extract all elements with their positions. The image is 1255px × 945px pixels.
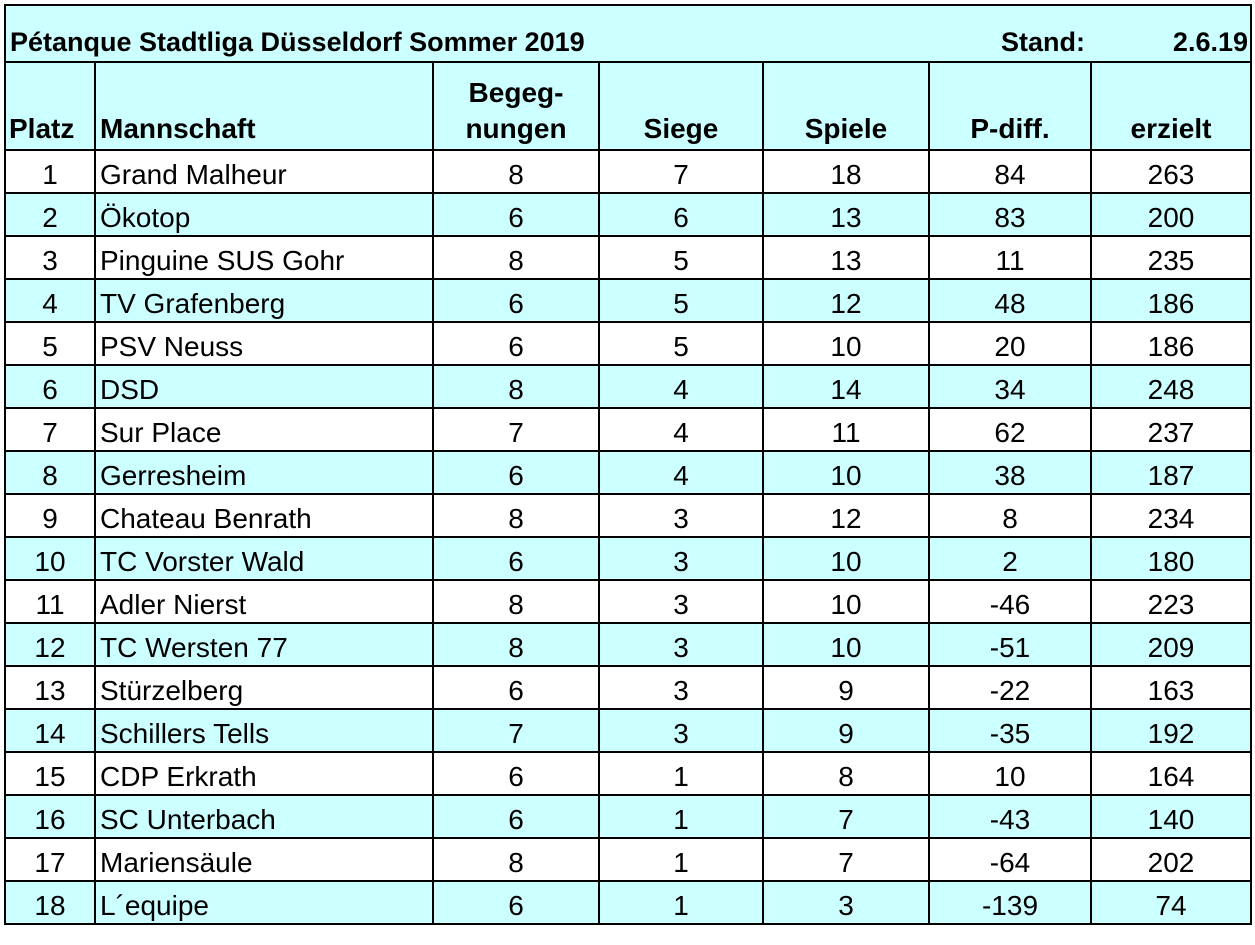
cell-siege: 3 bbox=[599, 709, 763, 752]
cell-mannschaft: TC Wersten 77 bbox=[95, 623, 433, 666]
cell-begegnungen: 8 bbox=[433, 150, 599, 193]
cell-siege: 3 bbox=[599, 494, 763, 537]
cell-erzielt: 234 bbox=[1091, 494, 1251, 537]
cell-mannschaft: Schillers Tells bbox=[95, 709, 433, 752]
cell-erzielt: 163 bbox=[1091, 666, 1251, 709]
cell-mannschaft: TV Grafenberg bbox=[95, 279, 433, 322]
cell-spiele: 9 bbox=[763, 709, 929, 752]
cell-begegnungen: 6 bbox=[433, 795, 599, 838]
title-row bbox=[5, 5, 1251, 62]
cell-siege: 3 bbox=[599, 537, 763, 580]
cell-erzielt: 192 bbox=[1091, 709, 1251, 752]
cell-mannschaft: Chateau Benrath bbox=[95, 494, 433, 537]
cell-begegnungen: 7 bbox=[433, 709, 599, 752]
cell-begegnungen: 8 bbox=[433, 838, 599, 881]
cell-erzielt: 74 bbox=[1091, 881, 1251, 924]
cell-siege: 4 bbox=[599, 451, 763, 494]
cell-pdiff: -51 bbox=[929, 623, 1091, 666]
cell-platz: 8 bbox=[5, 451, 95, 494]
cell-begegnungen: 6 bbox=[433, 193, 599, 236]
cell-mannschaft: Ökotop bbox=[95, 193, 433, 236]
cell-erzielt: 200 bbox=[1091, 193, 1251, 236]
header-begegnungen-line1: Begeg- bbox=[468, 77, 564, 108]
cell-begegnungen: 6 bbox=[433, 279, 599, 322]
cell-spiele: 10 bbox=[763, 322, 929, 365]
table-row bbox=[5, 236, 1251, 279]
cell-platz: 14 bbox=[5, 709, 95, 752]
table-row bbox=[5, 666, 1251, 709]
cell-mannschaft: SC Unterbach bbox=[95, 795, 433, 838]
cell-spiele: 9 bbox=[763, 666, 929, 709]
stand-label: Stand: bbox=[929, 5, 1091, 62]
table-row bbox=[5, 494, 1251, 537]
header-pdiff: P-diff. bbox=[929, 62, 1091, 150]
cell-spiele: 14 bbox=[763, 365, 929, 408]
cell-siege: 5 bbox=[599, 236, 763, 279]
header-siege: Siege bbox=[599, 62, 763, 150]
cell-platz: 10 bbox=[5, 537, 95, 580]
cell-erzielt: 263 bbox=[1091, 150, 1251, 193]
cell-erzielt: 202 bbox=[1091, 838, 1251, 881]
cell-mannschaft: Adler Nierst bbox=[95, 580, 433, 623]
table-row bbox=[5, 838, 1251, 881]
cell-erzielt: 237 bbox=[1091, 408, 1251, 451]
cell-pdiff: 83 bbox=[929, 193, 1091, 236]
cell-spiele: 10 bbox=[763, 451, 929, 494]
cell-begegnungen: 8 bbox=[433, 236, 599, 279]
cell-mannschaft: CDP Erkrath bbox=[95, 752, 433, 795]
cell-siege: 1 bbox=[599, 881, 763, 924]
cell-erzielt: 209 bbox=[1091, 623, 1251, 666]
cell-platz: 12 bbox=[5, 623, 95, 666]
cell-begegnungen: 6 bbox=[433, 666, 599, 709]
cell-pdiff: 8 bbox=[929, 494, 1091, 537]
cell-mannschaft: L´equipe bbox=[95, 881, 433, 924]
cell-siege: 1 bbox=[599, 752, 763, 795]
cell-siege: 3 bbox=[599, 666, 763, 709]
cell-erzielt: 180 bbox=[1091, 537, 1251, 580]
stand-date: 2.6.19 bbox=[1091, 5, 1251, 62]
table-row bbox=[5, 451, 1251, 494]
cell-spiele: 10 bbox=[763, 580, 929, 623]
cell-pdiff: 62 bbox=[929, 408, 1091, 451]
table-row bbox=[5, 322, 1251, 365]
cell-platz: 9 bbox=[5, 494, 95, 537]
cell-siege: 1 bbox=[599, 795, 763, 838]
cell-platz: 18 bbox=[5, 881, 95, 924]
table-row bbox=[5, 193, 1251, 236]
cell-erzielt: 186 bbox=[1091, 322, 1251, 365]
table-row bbox=[5, 580, 1251, 623]
cell-begegnungen: 8 bbox=[433, 365, 599, 408]
cell-pdiff: -22 bbox=[929, 666, 1091, 709]
cell-platz: 13 bbox=[5, 666, 95, 709]
table-row bbox=[5, 709, 1251, 752]
table-row bbox=[5, 279, 1251, 322]
column-header-row bbox=[5, 62, 1251, 150]
cell-mannschaft: Sur Place bbox=[95, 408, 433, 451]
cell-spiele: 11 bbox=[763, 408, 929, 451]
table-row bbox=[5, 881, 1251, 924]
cell-pdiff: 38 bbox=[929, 451, 1091, 494]
cell-begegnungen: 6 bbox=[433, 537, 599, 580]
header-begegnungen bbox=[433, 62, 599, 150]
cell-siege: 5 bbox=[599, 322, 763, 365]
cell-begegnungen: 6 bbox=[433, 451, 599, 494]
cell-erzielt: 186 bbox=[1091, 279, 1251, 322]
cell-begegnungen: 6 bbox=[433, 752, 599, 795]
cell-erzielt: 223 bbox=[1091, 580, 1251, 623]
cell-platz: 5 bbox=[5, 322, 95, 365]
cell-spiele: 18 bbox=[763, 150, 929, 193]
cell-platz: 3 bbox=[5, 236, 95, 279]
cell-mannschaft: Mariensäule bbox=[95, 838, 433, 881]
cell-platz: 1 bbox=[5, 150, 95, 193]
cell-pdiff: -139 bbox=[929, 881, 1091, 924]
header-erzielt: erzielt bbox=[1091, 62, 1251, 150]
header-mannschaft: Mannschaft bbox=[95, 62, 433, 150]
cell-pdiff: 10 bbox=[929, 752, 1091, 795]
cell-begegnungen: 6 bbox=[433, 322, 599, 365]
cell-pdiff: -35 bbox=[929, 709, 1091, 752]
table-row bbox=[5, 365, 1251, 408]
cell-mannschaft: Gerresheim bbox=[95, 451, 433, 494]
cell-spiele: 7 bbox=[763, 795, 929, 838]
cell-begegnungen: 6 bbox=[433, 881, 599, 924]
table-row bbox=[5, 623, 1251, 666]
cell-mannschaft: DSD bbox=[95, 365, 433, 408]
cell-mannschaft: PSV Neuss bbox=[95, 322, 433, 365]
table-row bbox=[5, 795, 1251, 838]
cell-pdiff: 48 bbox=[929, 279, 1091, 322]
cell-erzielt: 164 bbox=[1091, 752, 1251, 795]
cell-erzielt: 235 bbox=[1091, 236, 1251, 279]
cell-platz: 7 bbox=[5, 408, 95, 451]
cell-pdiff: 11 bbox=[929, 236, 1091, 279]
cell-platz: 2 bbox=[5, 193, 95, 236]
cell-spiele: 8 bbox=[763, 752, 929, 795]
cell-platz: 15 bbox=[5, 752, 95, 795]
cell-begegnungen: 8 bbox=[433, 623, 599, 666]
cell-siege: 4 bbox=[599, 408, 763, 451]
cell-spiele: 7 bbox=[763, 838, 929, 881]
cell-platz: 4 bbox=[5, 279, 95, 322]
header-spiele: Spiele bbox=[763, 62, 929, 150]
table-row bbox=[5, 408, 1251, 451]
cell-mannschaft: Grand Malheur bbox=[95, 150, 433, 193]
cell-begegnungen: 8 bbox=[433, 580, 599, 623]
header-begegnungen-line2: nungen bbox=[465, 113, 567, 144]
cell-mannschaft: Pinguine SUS Gohr bbox=[95, 236, 433, 279]
table-row bbox=[5, 537, 1251, 580]
cell-spiele: 12 bbox=[763, 279, 929, 322]
cell-pdiff: -43 bbox=[929, 795, 1091, 838]
cell-pdiff: -64 bbox=[929, 838, 1091, 881]
table-row bbox=[5, 150, 1251, 193]
header-platz: Platz bbox=[5, 62, 95, 150]
cell-siege: 1 bbox=[599, 838, 763, 881]
cell-mannschaft: TC Vorster Wald bbox=[95, 537, 433, 580]
cell-erzielt: 140 bbox=[1091, 795, 1251, 838]
cell-begegnungen: 8 bbox=[433, 494, 599, 537]
cell-siege: 5 bbox=[599, 279, 763, 322]
cell-pdiff: 20 bbox=[929, 322, 1091, 365]
cell-spiele: 10 bbox=[763, 537, 929, 580]
cell-spiele: 13 bbox=[763, 193, 929, 236]
cell-siege: 6 bbox=[599, 193, 763, 236]
cell-pdiff: 2 bbox=[929, 537, 1091, 580]
cell-pdiff: -46 bbox=[929, 580, 1091, 623]
cell-spiele: 3 bbox=[763, 881, 929, 924]
cell-siege: 3 bbox=[599, 580, 763, 623]
cell-platz: 11 bbox=[5, 580, 95, 623]
table-row bbox=[5, 752, 1251, 795]
cell-pdiff: 84 bbox=[929, 150, 1091, 193]
cell-erzielt: 187 bbox=[1091, 451, 1251, 494]
cell-platz: 17 bbox=[5, 838, 95, 881]
cell-siege: 4 bbox=[599, 365, 763, 408]
league-title: Pétanque Stadtliga Düsseldorf Sommer 2019 bbox=[5, 5, 929, 62]
cell-spiele: 12 bbox=[763, 494, 929, 537]
standings-table bbox=[4, 4, 1252, 925]
cell-platz: 16 bbox=[5, 795, 95, 838]
cell-erzielt: 248 bbox=[1091, 365, 1251, 408]
cell-spiele: 13 bbox=[763, 236, 929, 279]
cell-begegnungen: 7 bbox=[433, 408, 599, 451]
cell-pdiff: 34 bbox=[929, 365, 1091, 408]
cell-mannschaft: Stürzelberg bbox=[95, 666, 433, 709]
cell-spiele: 10 bbox=[763, 623, 929, 666]
cell-platz: 6 bbox=[5, 365, 95, 408]
cell-siege: 7 bbox=[599, 150, 763, 193]
cell-siege: 3 bbox=[599, 623, 763, 666]
